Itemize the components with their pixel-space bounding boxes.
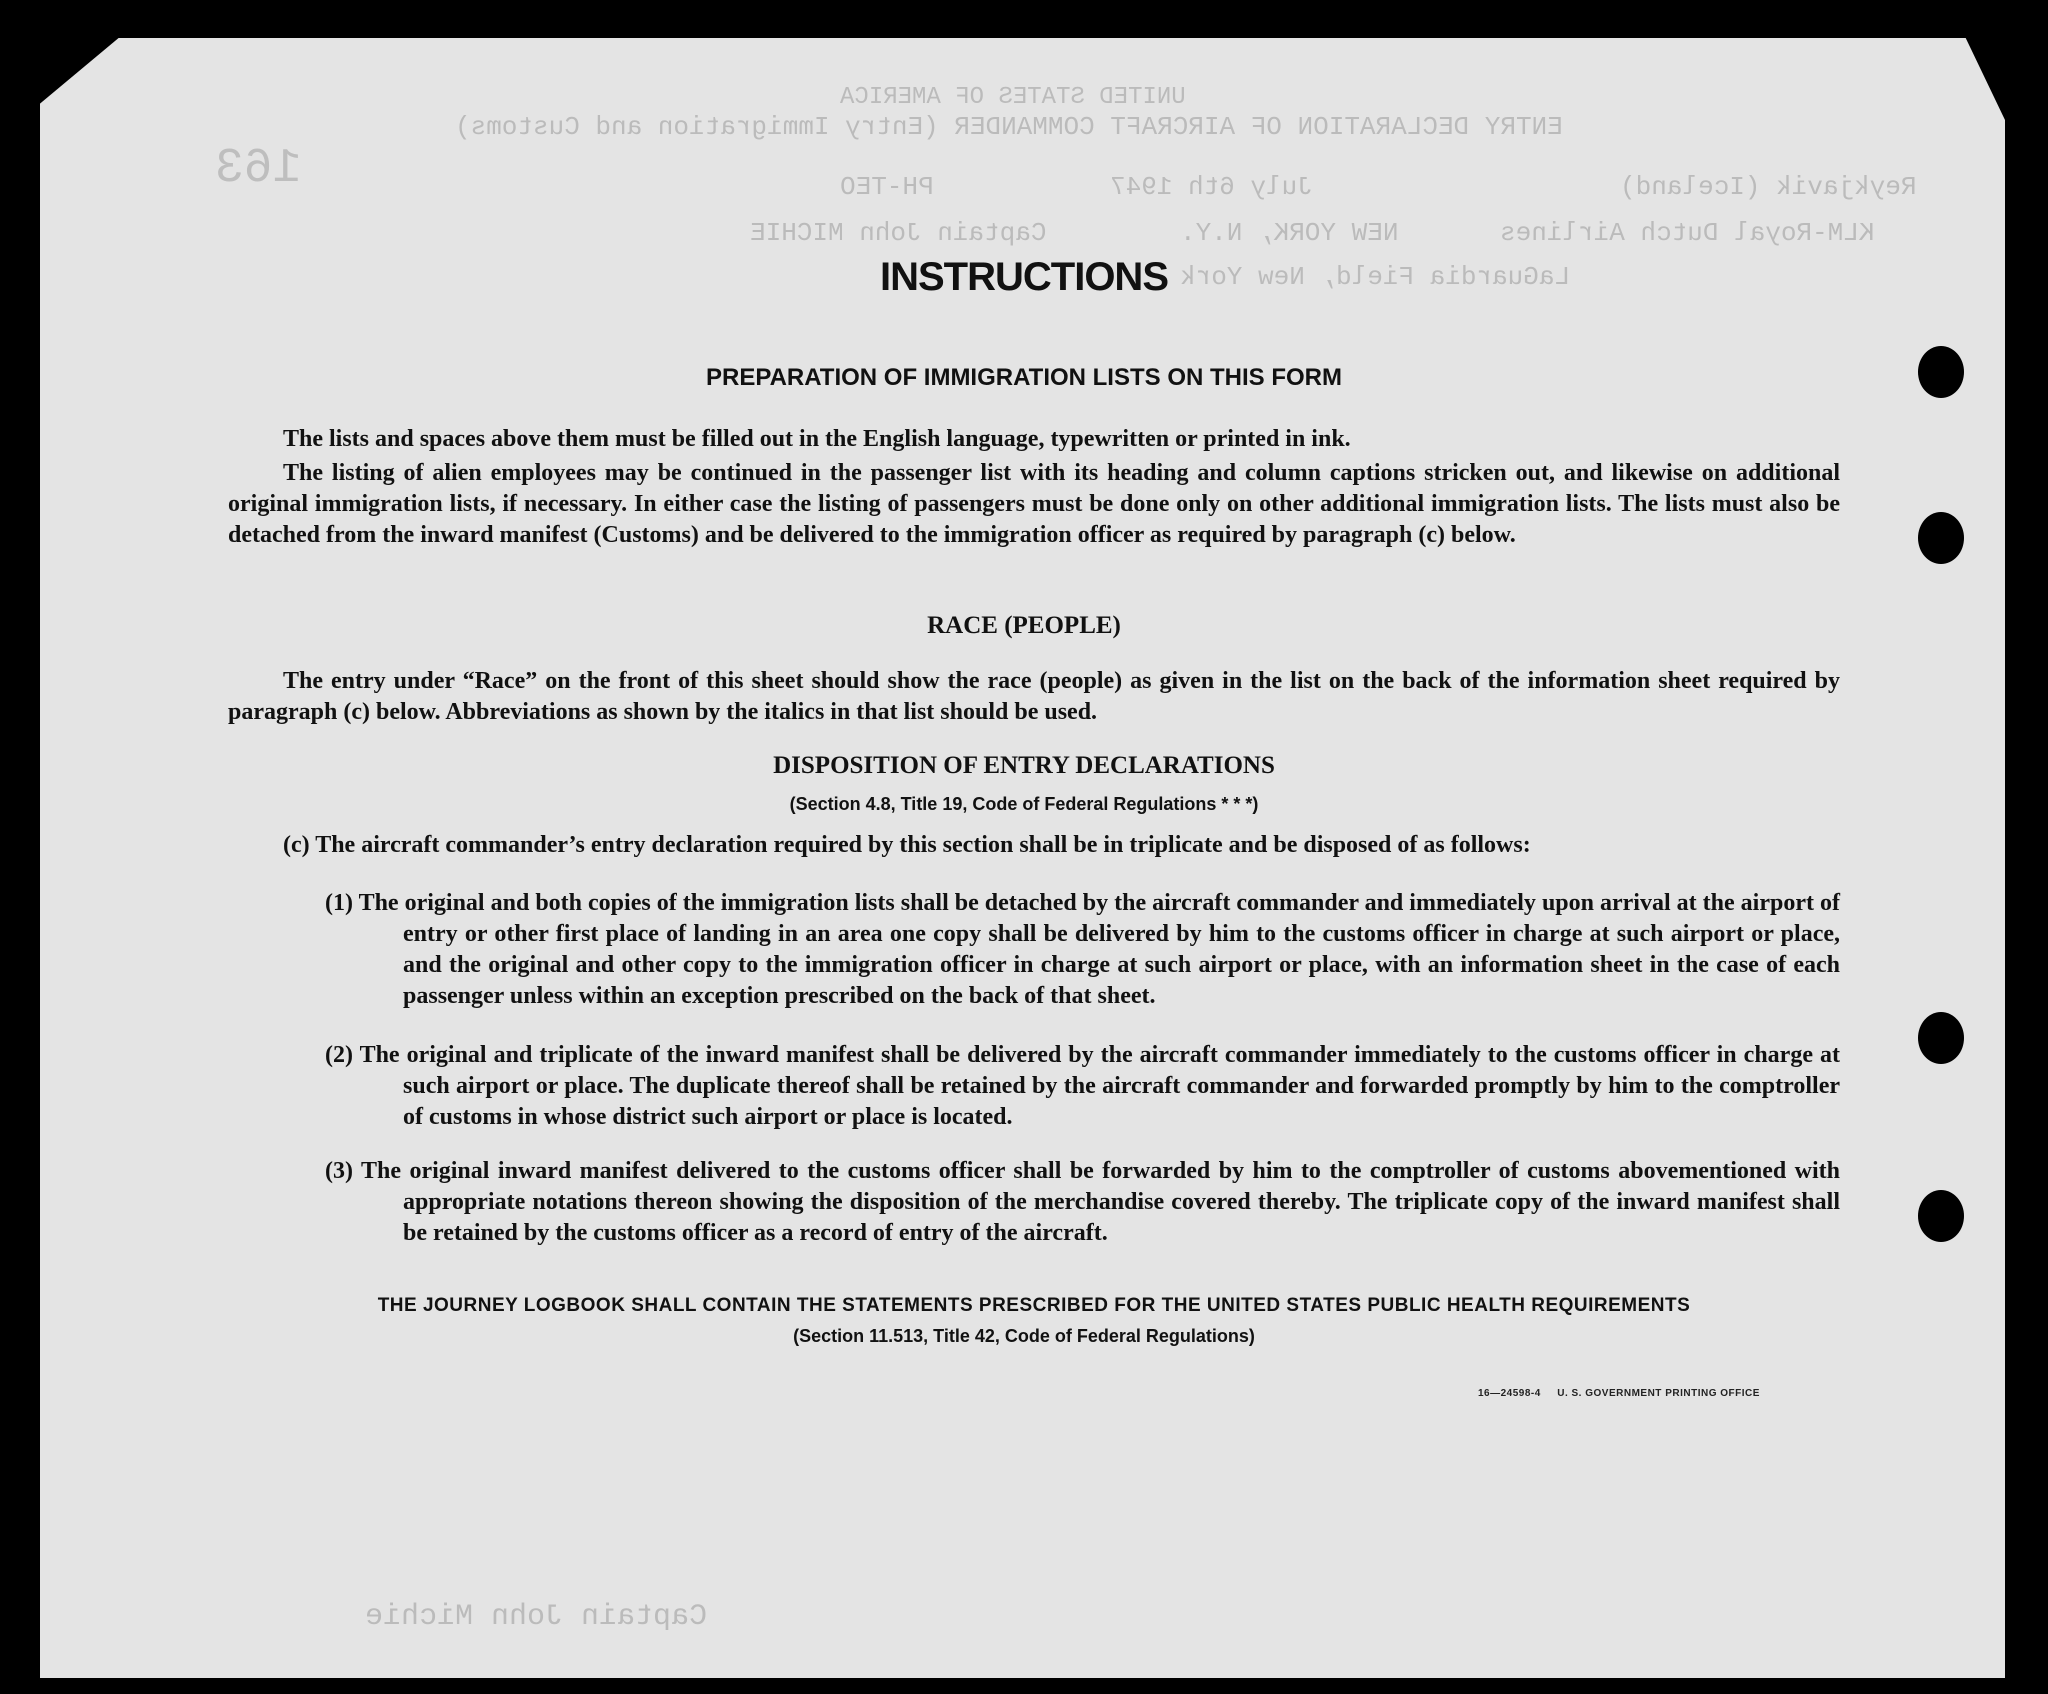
bleed-form-title: ENTRY DECLARATION OF AIRCRAFT COMMANDER (Entry Immigration and Customs) — [455, 112, 1563, 142]
bleed-destination: NEW YORK, N.Y. — [1180, 218, 1399, 248]
disposition-item-1: (1) The original and both copies of the immigration lists shall be detached by the aircraft commander and immediately upon arrival at the airport of entry or other first place of landing in an area one copy shall be delivered by him to the customs officer in charge at such airport or place, and the original and other copy to the immigration officer in charge at such airport or place, with an information sheet in the case of each passenger unless within an exception prescribed on the back of that sheet. — [325, 890, 1840, 1009]
punch-hole — [1918, 1190, 1964, 1242]
bleed-signature: Captain John Michie — [365, 1600, 708, 1634]
race-paragraph: The entry under “Race” on the front of this sheet should show the race (people) as given in the list on the back of the information sheet required by paragraph (c) below. Abbreviations as shown by the italics in that list should be used. — [228, 668, 1840, 725]
printing-office-imprint — [1478, 1388, 1760, 1399]
bleed-commander: Captain John MICHIE — [750, 218, 1047, 248]
disposition-citation: (Section 4.8, Title 19, Code of Federal Regulations * * *) — [789, 794, 1259, 814]
bleed-aircraft: PH-TEO — [840, 172, 934, 202]
preparation-paragraph-1: The lists and spaces above them must be filled out in the English language, typewritten or printed in ink. — [283, 426, 1351, 452]
bleed-date: July 6th 1947 — [1110, 172, 1313, 202]
disposition-intro: (c) The aircraft commander’s entry declaration required by this section shall be in triplicate and be disposed of as follows: — [283, 832, 1531, 858]
punch-hole — [1918, 512, 1964, 564]
page-number: 163 — [215, 142, 302, 196]
disposition-item-2: (2) The original and triplicate of the inward manifest shall be delivered by the aircraft commander immediately to the customs officer in charge at such airport or place. The duplicate thereof shall be retained by the aircraft commander and forwarded promptly by him to the comptroller of customs in whose district such airport or place is located. — [325, 1042, 1840, 1130]
section-heading-race: RACE (PEOPLE) — [927, 612, 1121, 639]
bleed-origin: Reykjavik (Iceland) — [1620, 172, 1917, 202]
page-title: INSTRUCTIONS — [880, 255, 1168, 299]
section-heading-disposition: DISPOSITION OF ENTRY DECLARATIONS — [773, 752, 1275, 779]
preparation-paragraph-2: The listing of alien employees may be continued in the passenger list with its heading and column captions stricken out, and likewise on additional original immigration lists, if necessary. In either case the listing of passengers must be done only on other additional immigration lists. The lists must also be detached from the inward manifest (Customs) and be delivered to the immigration officer as required by paragraph (c) below. — [228, 460, 1840, 548]
bleed-airline: KLM-Royal Dutch Airlines — [1500, 218, 1875, 248]
bleed-airport: LaGuardia Field, New York — [1180, 262, 1571, 292]
section-heading-preparation: PREPARATION OF IMMIGRATION LISTS ON THIS FORM — [706, 364, 1342, 391]
bleed-country: UNITED STATES OF AMERICA — [840, 84, 1186, 111]
public-health-statement: THE JOURNEY LOGBOOK SHALL CONTAIN THE STATEMENTS PRESCRIBED FOR THE UNITED STATES PUBLIC HEALTH REQUIREMENTS — [377, 1295, 1691, 1316]
print-code: 16—24598-4 — [1478, 1388, 1541, 1399]
punch-hole — [1918, 1012, 1964, 1064]
printer-name: U. S. GOVERNMENT PRINTING OFFICE — [1557, 1388, 1760, 1399]
public-health-citation: (Section 11.513, Title 42, Code of Federal Regulations) — [793, 1326, 1255, 1346]
disposition-item-3: (3) The original inward manifest delivered to the customs officer shall be forwarded by him to the comptroller of customs abovementioned with appropriate notations thereon showing the disposition of the merchandise covered thereby. The triplicate copy of the inward manifest shall be retained by the customs officer as a record of entry of the aircraft. — [325, 1158, 1840, 1246]
